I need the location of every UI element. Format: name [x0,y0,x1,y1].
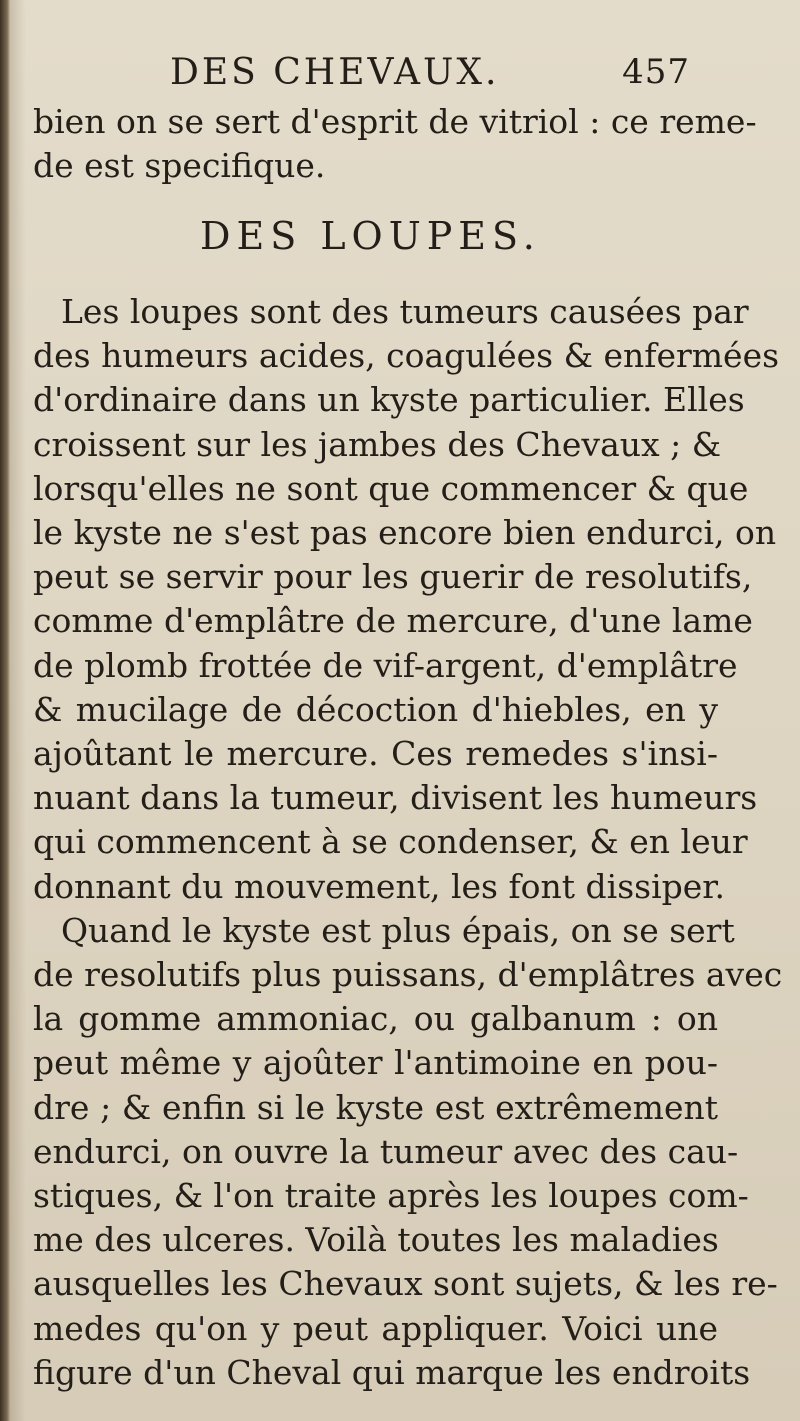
paragraph-line: de plomb frottée de vif-argent, d'emplâtre [33,645,738,685]
paragraph-line: comme d'emplâtre de mercure, d'une lame [33,601,753,641]
paragraph-line: de resolutifs plus puissans, d'emplâtres avec [33,955,783,994]
text-line: de est specifique. [33,146,326,185]
paragraph-line: le kyste ne s'est pas encore bien endurci, on [33,513,777,552]
section-heading: DES LOUPES. [200,214,541,258]
paragraph-line: nuant dans la tumeur, divisent les humeurs [33,778,758,818]
page-gutter [0,0,10,1421]
paragraph-line: ausquelles les Chevaux sont sujets, & les re- [33,1264,778,1304]
running-head [170,52,690,96]
running-title: DES CHEVAUX. [170,52,500,93]
paragraph-line: Quand le kyste est plus épais, on se sert [61,910,735,950]
paragraph-line: qui commencent à se condenser, & en leur [33,822,748,862]
paragraph-line: endurci, on ouvre la tumeur avec des cau- [33,1131,739,1171]
paragraph-line: dre ; & enfin si le kyste est extrêmement [33,1087,718,1127]
paragraph-line: lorsqu'elles ne sont que commencer & que [33,468,749,508]
paragraph-line: donnant du mouvement, les font dissiper. [33,866,725,906]
paragraph-line: peut même y ajoûter l'antimoine en pou- [33,1043,718,1083]
paragraph-line: medes qu'on y peut appliquer. Voici une [33,1308,718,1348]
paragraph-line: stiques, & l'on traite après les loupes com- [33,1176,749,1215]
paragraph-line: me des ulceres. Voilà toutes les maladies [33,1220,719,1260]
text-line: bien on se sert d'esprit de vitriol : ce reme- [33,102,757,141]
paragraph-line: peut se servir pour les guerir de resolutifs, [33,557,753,597]
page-number: 457 [622,52,690,92]
paragraph-line: Les loupes sont des tumeurs causées par [61,292,749,331]
paragraph-line: & mucilage de décoction d'hiebles, en y [33,689,718,729]
paragraph-line: ajoûtant le mercure. Ces remedes s'insi- [33,734,718,773]
paragraph-line: d'ordinaire dans un kyste particulier. Elles [33,380,745,420]
paragraph-line: des humeurs acides, coagulées & enfermées [33,336,780,376]
paragraph-line: la gomme ammoniac, ou galbanum : on [33,999,718,1039]
paragraph-line: croissent sur les jambes des Chevaux ; & [33,424,722,464]
paragraph-line: figure d'un Cheval qui marque les endroits [33,1352,751,1392]
